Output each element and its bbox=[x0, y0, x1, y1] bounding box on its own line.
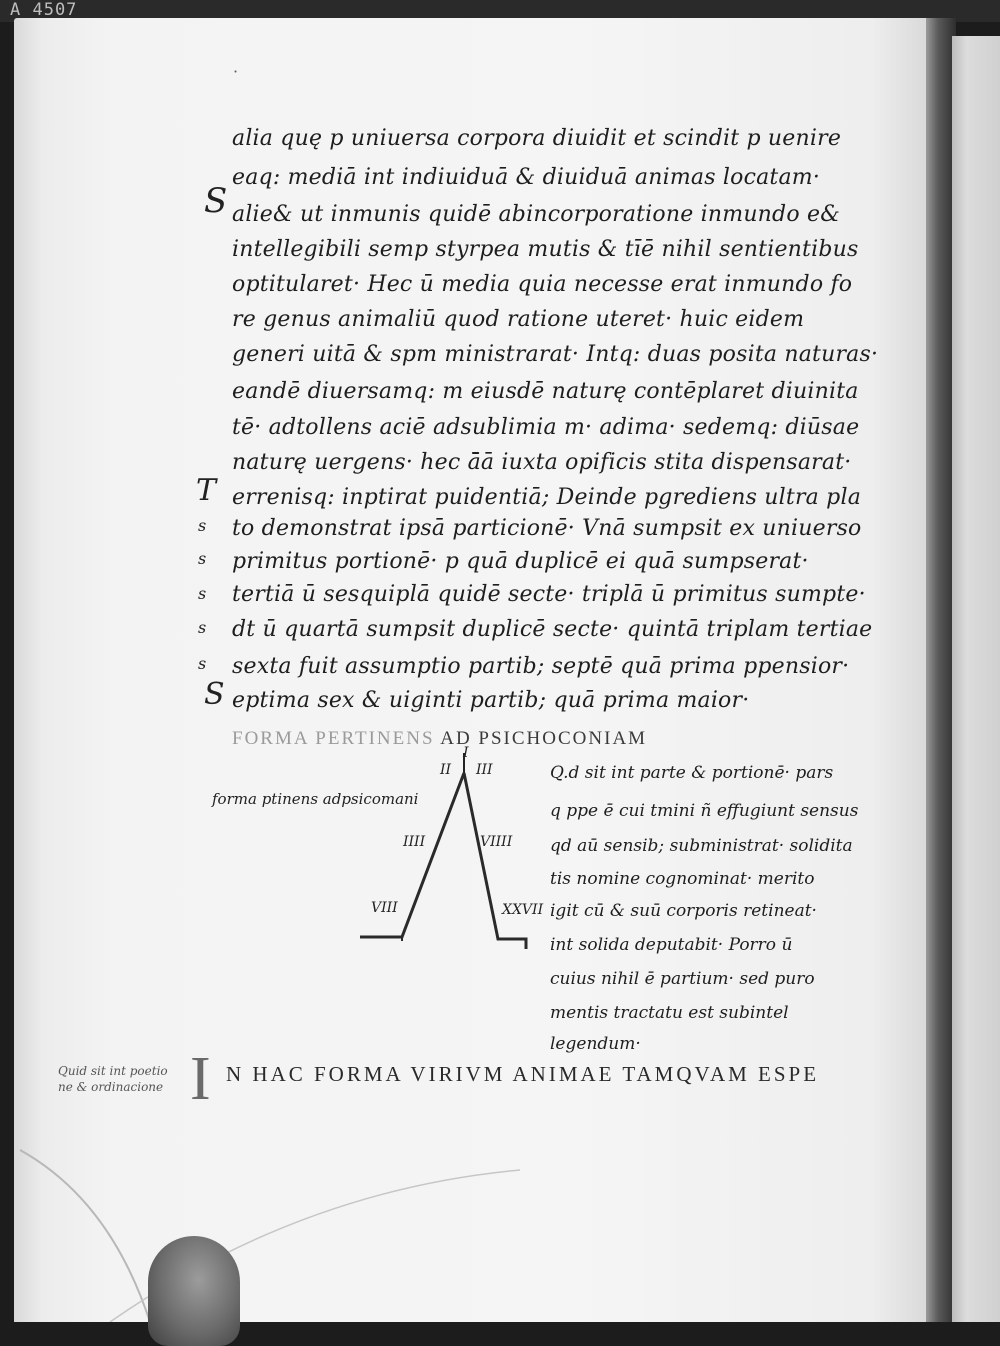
text-line: re genus animaliū quod ratione uteret· huic eidem bbox=[232, 307, 805, 332]
margin-note bbox=[58, 1064, 188, 1095]
text-line: dt ū quartā sumpsit duplicē secte· quintā triplam tertiae bbox=[232, 617, 873, 642]
margin-note-line: Quid sit int poetio bbox=[58, 1064, 168, 1078]
diagram-number: III bbox=[476, 762, 493, 778]
margin-initial: S bbox=[204, 181, 228, 221]
side-text-line: Q.d sit int parte & portionē· pars bbox=[550, 763, 834, 783]
text-line: eptima sex & uiginti partib; quā prima maior· bbox=[232, 688, 750, 713]
adjacent-page-edge bbox=[952, 36, 1000, 1322]
diagram-number: VIII bbox=[371, 900, 398, 916]
side-text-line: qd aū sensib; subministrat· solidita bbox=[550, 836, 853, 856]
text-line: alia quę p uniuersa corpora diuidit et scindit p uenire bbox=[232, 126, 842, 151]
side-text-line: igit cū & suū corporis retineat· bbox=[550, 901, 817, 921]
text-line: to demonstrat ipsā particionē· Vnā sumpsit ex uniuerso bbox=[232, 516, 862, 541]
decorated-initial: I bbox=[190, 1045, 211, 1113]
thumb-holding-page bbox=[148, 1236, 240, 1346]
diagram-number: I bbox=[463, 745, 469, 761]
side-text-line: tis nomine cognominat· merito bbox=[550, 869, 815, 889]
side-text-line: int solida deputabit· Porro ū bbox=[550, 935, 793, 955]
text-line: eaq: mediā int indiuiduā & diuiduā animas locatam· bbox=[232, 165, 821, 190]
margin-mark: s bbox=[198, 654, 207, 673]
side-text-line: q ppe ē cui tmini ñ effugiunt sensus bbox=[550, 801, 859, 821]
text-line: alie& ut inmunis quidē abincorporatione inmundo e& bbox=[232, 202, 840, 227]
margin-mark: s bbox=[198, 584, 207, 603]
rubric-dark: AD PSICHOCONIAM bbox=[440, 728, 648, 749]
text-line: eandē diuersamq: m eiusdē naturę contēplaret diuinita bbox=[232, 379, 859, 404]
margin-initial: S bbox=[204, 677, 225, 712]
shelfmark: A 4507 bbox=[10, 0, 78, 20]
side-text-line: mentis tractatu est subintel bbox=[550, 1003, 789, 1023]
margin-mark: s bbox=[198, 618, 207, 637]
side-text-line: cuius nihil ē partium· sed puro bbox=[550, 969, 815, 989]
text-line: errenisq: inptirat puidentiā; Deinde pgrediens ultra pla bbox=[232, 485, 862, 510]
text-line: sexta fuit assumptio partib; septē quā prima ppensior· bbox=[232, 654, 850, 679]
margin-mark: s bbox=[198, 516, 207, 535]
text-line: naturę uergens· hec ā̄ā iuxta opificis stita dispensarat· bbox=[232, 450, 852, 475]
text-line: tē· adtollens aciē adsublimia m· adima· sedemq: diūsae bbox=[232, 415, 860, 440]
text-line: intellegibili semp styrpea mutis & tīē nihil sentientibus bbox=[232, 237, 859, 262]
diagram-number: VIIII bbox=[480, 834, 513, 850]
text-line: optitularet· Hec ū media quia necesse erat inmundo fo bbox=[232, 272, 853, 297]
diagram-number: II bbox=[440, 762, 452, 778]
side-text-line: legendum· bbox=[550, 1034, 641, 1054]
text-line: generi uitā & spm ministrarat· Intq: duas posita naturas· bbox=[232, 342, 879, 367]
margin-initial: T bbox=[196, 473, 217, 508]
corner-mark: · bbox=[233, 62, 239, 81]
rubric-faint: FORMA PERTINENS bbox=[232, 728, 435, 749]
diagram-label: forma ptinens adpsicomani bbox=[212, 790, 419, 808]
text-line: tertiā ū sesquiplā quidē secte· triplā ū primitus sumpte· bbox=[232, 582, 866, 607]
margin-mark: s bbox=[198, 549, 207, 568]
text-line: primitus portionē· p quā duplicē ei quā sumpserat· bbox=[232, 549, 809, 574]
margin-note-line: ne & ordinacione bbox=[58, 1079, 164, 1094]
diagram-number: XXVII bbox=[502, 902, 544, 918]
incipit-line: N HAC FORMA VIRIVM ANIMAE TAMQVAM ESPE bbox=[226, 1062, 820, 1086]
diagram-number: IIII bbox=[403, 834, 426, 850]
